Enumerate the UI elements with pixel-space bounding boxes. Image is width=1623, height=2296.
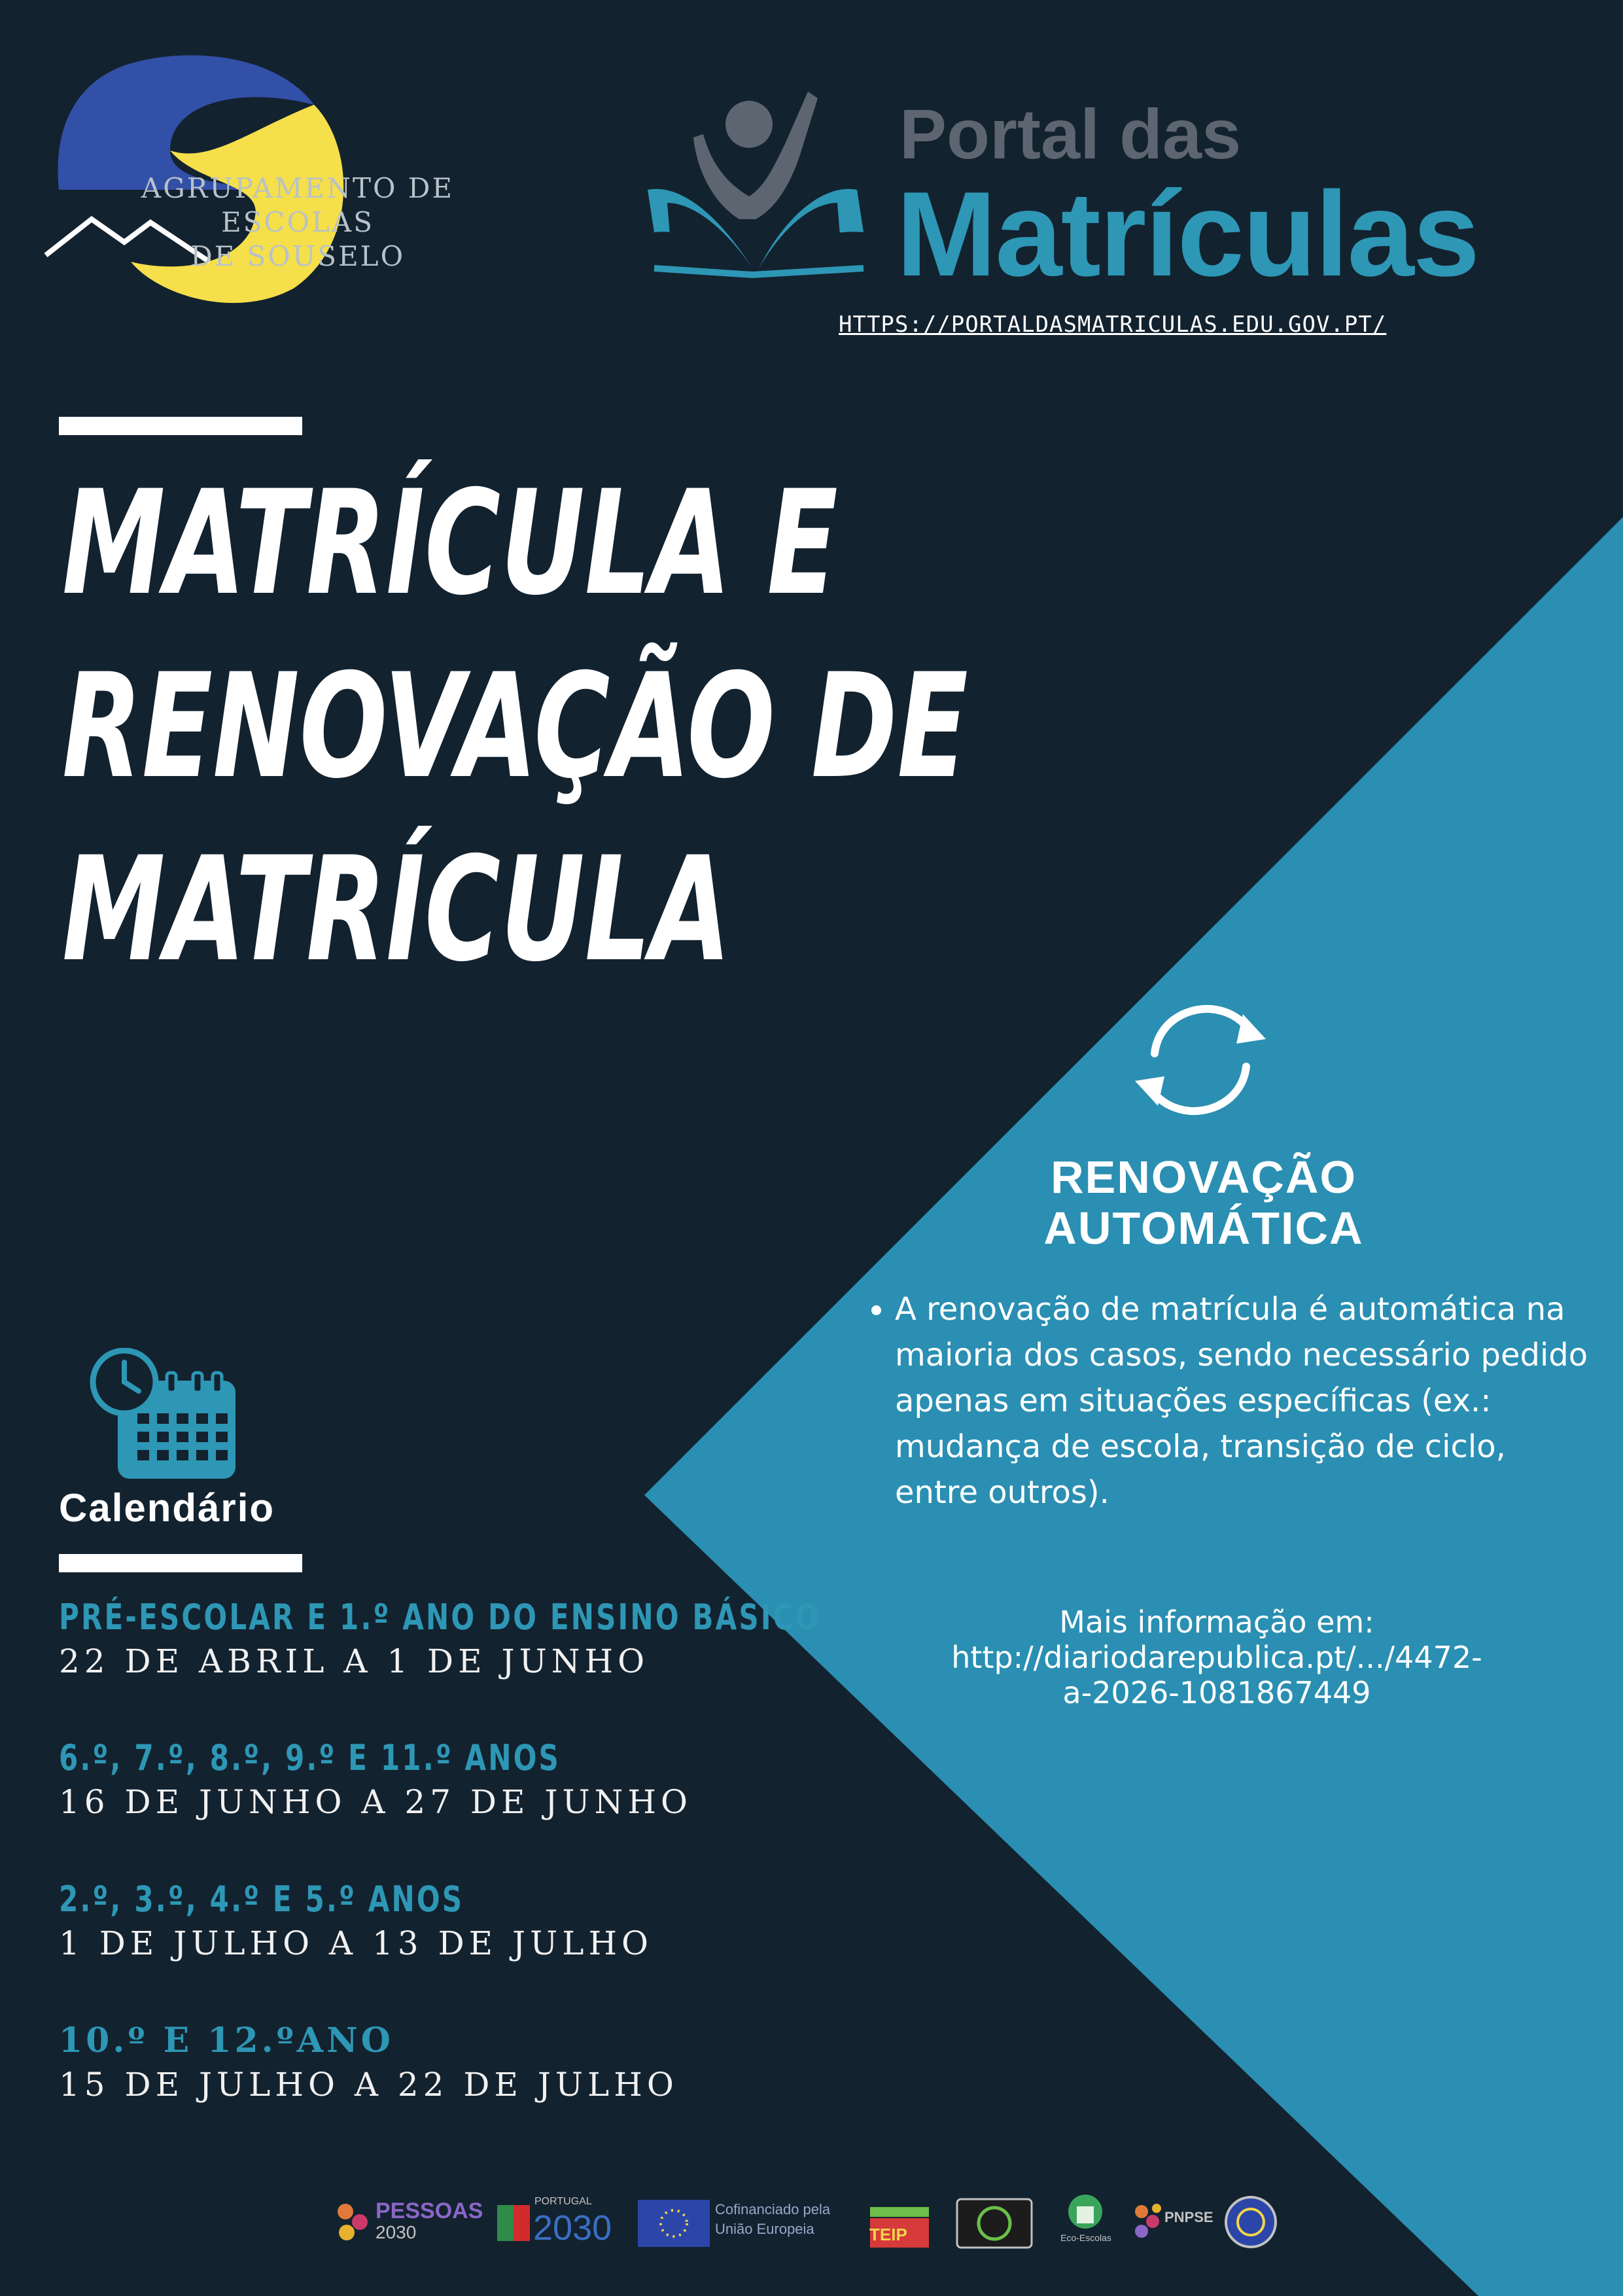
schedule-dates: 22 DE ABRIL A 1 DE JUNHO xyxy=(59,1642,650,1680)
calendar-divider xyxy=(59,1554,302,1572)
portal-title-small: Portal das xyxy=(899,94,1242,173)
schedule-item xyxy=(59,1737,844,1825)
schedule-heading: 10.º E 12.ºANO xyxy=(59,2021,394,2060)
schedule-item xyxy=(59,1879,844,1966)
page-title-line2: RENOVAÇÃO DE xyxy=(62,643,968,810)
pessoas-2030-logo xyxy=(334,2192,483,2251)
pessoas-year: 2030 xyxy=(375,2222,417,2242)
schedule-dates: 16 DE JUNHO A 27 DE JUNHO xyxy=(59,1783,692,1821)
schedule-item xyxy=(59,2020,844,2108)
page-title-line3: MATRÍCULA xyxy=(62,826,731,993)
eu-logo xyxy=(638,2192,854,2251)
eu-text: Cofinanciado pela União Europeia xyxy=(715,2201,831,2237)
schedule-heading: 2.º, 3.º, 4.º E 5.º ANOS xyxy=(59,1879,464,1920)
portugal-2030-logo xyxy=(494,2192,618,2251)
pnpse-logo xyxy=(1132,2192,1213,2251)
schedule-heading: PRÉ-ESCOLAR E 1.º ANO DO ENSINO BÁSICO xyxy=(59,1597,821,1638)
sponsor-logos xyxy=(327,2192,1295,2257)
schedule-dates: 15 DE JULHO A 22 DE JULHO xyxy=(59,2066,678,2104)
school-name-line1: AGRUPAMENTO DE ESCOLAS xyxy=(141,172,455,238)
page-title xyxy=(62,451,968,1001)
portugal-text: PORTUGAL xyxy=(534,2196,592,2207)
teip-text: TEIP xyxy=(869,2225,907,2244)
calendar-clock-icon xyxy=(85,1348,242,1485)
schedule-item xyxy=(59,1597,844,1684)
title-divider xyxy=(59,417,302,435)
school-badge-logo xyxy=(955,2192,1037,2251)
more-info-link-line1[interactable]: http://diariodarepublica.pt/.../4472- xyxy=(951,1640,1482,1675)
refresh-icon xyxy=(1119,995,1282,1125)
more-info-label: Mais informação em: xyxy=(1059,1604,1374,1640)
teip-logo xyxy=(867,2192,939,2251)
eco-escolas-text: Eco-Escolas xyxy=(1060,2233,1111,2243)
schedule-dates: 1 DE JULHO A 13 DE JULHO xyxy=(59,1924,654,1962)
school-name-line2: DE SOUSELO xyxy=(190,240,406,272)
calendar-label: Calendário xyxy=(59,1486,275,1530)
renewal-title-line1: RENOVAÇÃO xyxy=(1051,1152,1357,1203)
renewal-text xyxy=(857,1286,1590,1515)
portal-url-link[interactable]: HTTPS://PORTALDASMATRICULAS.EDU.GOV.PT/ xyxy=(839,311,1387,338)
portal-title-big: Matrículas xyxy=(896,166,1479,301)
pnpse-text: PNPSE xyxy=(1164,2209,1213,2225)
schedule-heading: 6.º, 7.º, 8.º, 9.º E 11.º ANOS xyxy=(59,1737,561,1778)
school-name xyxy=(72,171,523,274)
pessoas-text: PESSOAS xyxy=(375,2199,483,2223)
seal-logo xyxy=(1223,2192,1282,2251)
page-title-line1: MATRÍCULA E xyxy=(62,459,838,627)
renewal-bullet: • A renovação de matrícula é automática na maioria dos casos, sendo necessário pedido apenas em situações específicas (ex.: mudança de escola, transição de ciclo, entre outros). xyxy=(895,1286,1590,1515)
portugal-year: 2030 xyxy=(533,2208,612,2248)
renewal-title-line2: AUTOMÁTICA xyxy=(1043,1203,1364,1254)
portal-book-icon xyxy=(641,72,877,288)
eco-escolas-logo xyxy=(1053,2192,1119,2251)
renewal-title xyxy=(962,1152,1446,1254)
renewal-more-info xyxy=(870,1604,1563,1710)
more-info-link-line2[interactable]: a-2026-1081867449 xyxy=(1062,1675,1371,1710)
